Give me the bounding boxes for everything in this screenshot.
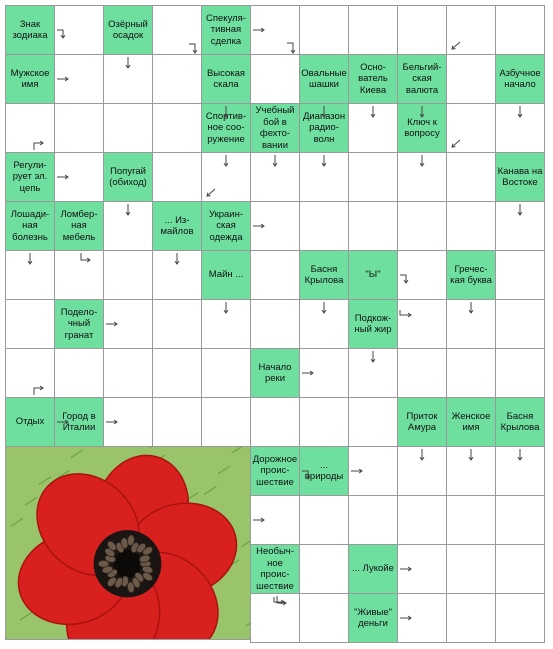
arrow-icon [105, 317, 119, 331]
clue-text: Осно-ватель Киева [358, 61, 388, 96]
arrow-icon [301, 366, 315, 380]
arrow-icon [105, 415, 119, 429]
arrow-icon [415, 154, 429, 168]
arrow-icon [272, 595, 286, 609]
arrow-icon [285, 41, 299, 55]
arrow-icon [301, 467, 315, 481]
flower-photo-image [6, 447, 250, 639]
arrow-icon [317, 154, 331, 168]
arrow-icon [464, 301, 478, 315]
answer-cell[interactable] [495, 348, 545, 398]
clue-cell [201, 201, 251, 251]
clue-cell [250, 103, 300, 153]
clue-cell [495, 397, 545, 447]
clue-text: Приток Амура [406, 410, 438, 433]
clue-cell [397, 54, 447, 104]
answer-cell[interactable] [54, 103, 104, 153]
answer-cell[interactable] [103, 103, 153, 153]
clue-text: Знак зодиака [12, 18, 48, 41]
arrow-icon [366, 350, 380, 364]
answer-cell[interactable] [495, 299, 545, 349]
arrow-icon [219, 105, 233, 119]
clue-text: Азбучное начало [499, 67, 541, 90]
answer-cell[interactable] [348, 201, 398, 251]
arrow-icon [252, 219, 266, 233]
arrow-icon [366, 105, 380, 119]
arrow-icon [121, 56, 135, 70]
answer-cell[interactable] [5, 103, 55, 153]
clue-cell [201, 250, 251, 300]
arrow-icon [448, 40, 462, 54]
clue-text: Мужское имя [10, 67, 50, 90]
clue-cell [250, 348, 300, 398]
clue-cell [446, 250, 496, 300]
clue-cell [495, 152, 545, 202]
arrow-icon [170, 252, 184, 266]
clue-text: Регули-рует эл. цепь [12, 159, 48, 194]
arrow-icon [56, 415, 70, 429]
clue-cell [54, 201, 104, 251]
arrow-icon [268, 154, 282, 168]
answer-cell[interactable] [446, 593, 496, 643]
arrow-icon [203, 187, 217, 201]
clue-cell [348, 593, 398, 643]
answer-cell[interactable] [299, 593, 349, 643]
clue-cell [103, 152, 153, 202]
clue-text: ... Из-майлов [160, 214, 194, 237]
clue-text: Спекуля-тивная сделка [206, 12, 246, 47]
answer-cell[interactable] [54, 348, 104, 398]
clue-text: Начало реки [258, 361, 292, 384]
answer-cell[interactable] [299, 397, 349, 447]
clue-text: Попугай (обиход) [109, 165, 147, 188]
answer-cell[interactable] [152, 397, 202, 447]
clue-cell [5, 5, 55, 55]
clue-text: Подело-чный гранат [60, 306, 98, 341]
answer-cell[interactable] [250, 54, 300, 104]
answer-cell[interactable] [397, 495, 447, 545]
clue-cell [446, 397, 496, 447]
answer-cell[interactable] [446, 348, 496, 398]
arrow-icon [399, 611, 413, 625]
arrow-icon [464, 448, 478, 462]
answer-cell[interactable] [250, 299, 300, 349]
arrow-icon [31, 138, 45, 152]
arrow-icon [121, 203, 135, 217]
clue-text: Озёрный осадок [108, 18, 148, 41]
answer-cell[interactable] [201, 397, 251, 447]
clue-text: Овальные шашки [301, 67, 347, 90]
arrow-icon [399, 307, 413, 321]
arrow-icon [513, 203, 527, 217]
clue-cell [54, 299, 104, 349]
answer-cell[interactable] [495, 593, 545, 643]
answer-cell[interactable] [397, 348, 447, 398]
clue-text: Подкож-ный жир [354, 312, 392, 335]
arrow-icon [415, 448, 429, 462]
arrow-icon [399, 271, 413, 285]
clue-cell [250, 544, 300, 594]
answer-cell[interactable] [5, 299, 55, 349]
answer-cell[interactable] [201, 348, 251, 398]
answer-cell[interactable] [348, 152, 398, 202]
answer-cell[interactable] [446, 544, 496, 594]
answer-cell[interactable] [348, 495, 398, 545]
answer-cell[interactable] [446, 201, 496, 251]
answer-cell[interactable] [152, 103, 202, 153]
flower-photo [5, 446, 251, 640]
answer-cell[interactable] [250, 397, 300, 447]
arrow-icon [317, 105, 331, 119]
arrow-icon [399, 562, 413, 576]
clue-text: Гречес-кая буква [450, 263, 492, 286]
answer-cell[interactable] [152, 54, 202, 104]
arrow-icon [448, 138, 462, 152]
answer-cell[interactable] [495, 250, 545, 300]
answer-cell[interactable] [495, 495, 545, 545]
clue-text: Украин-ская одежда [208, 208, 244, 243]
clue-cell [397, 397, 447, 447]
clue-text: Ключ к вопросу [404, 116, 440, 139]
clue-text: Учебный бой в фехто-вании [255, 105, 295, 151]
answer-cell[interactable] [103, 250, 153, 300]
arrow-icon [219, 301, 233, 315]
clue-text: Дорожное проис-шествие [252, 453, 298, 488]
clue-cell [5, 152, 55, 202]
clue-cell [348, 299, 398, 349]
clue-text: ... природы [304, 459, 344, 482]
clue-cell [103, 5, 153, 55]
answer-cell[interactable] [348, 5, 398, 55]
answer-cell[interactable] [250, 250, 300, 300]
clue-text: Лошади-ная болезнь [10, 208, 50, 243]
clue-text: Басня Крылова [500, 410, 540, 433]
arrow-icon [56, 26, 70, 40]
clue-text: Спортив-ное соо-ружение [205, 110, 247, 145]
answer-cell[interactable] [397, 201, 447, 251]
arrow-icon [219, 154, 233, 168]
clue-cell [5, 201, 55, 251]
clue-cell [495, 54, 545, 104]
clue-cell [201, 54, 251, 104]
arrow-icon [56, 170, 70, 184]
clue-cell [299, 54, 349, 104]
arrow-icon [252, 23, 266, 37]
arrow-icon [317, 301, 331, 315]
arrow-icon [252, 513, 266, 527]
clue-text: Канава на Востоке [497, 165, 543, 188]
answer-cell[interactable] [446, 152, 496, 202]
answer-cell[interactable] [299, 201, 349, 251]
clue-text: Отдых [15, 416, 45, 428]
clue-text: Высокая скала [206, 67, 246, 90]
clue-cell [299, 250, 349, 300]
clue-cell [250, 446, 300, 496]
clue-text: Женское имя [451, 410, 491, 433]
answer-cell[interactable] [299, 5, 349, 55]
clue-cell [5, 397, 55, 447]
clue-cell [152, 201, 202, 251]
clue-text: Диапазон радио-волн [302, 110, 346, 145]
answer-cell[interactable] [446, 54, 496, 104]
answer-cell[interactable] [152, 348, 202, 398]
clue-cell [201, 5, 251, 55]
answer-cell[interactable] [299, 495, 349, 545]
answer-cell[interactable] [5, 348, 55, 398]
clue-text: Бельгий-ская валюта [402, 61, 442, 96]
clue-text: Ломбер-ная мебель [60, 208, 98, 243]
answer-cell[interactable] [299, 544, 349, 594]
arrow-icon [56, 72, 70, 86]
clue-cell [348, 54, 398, 104]
clue-cell [348, 250, 398, 300]
answer-cell[interactable] [446, 495, 496, 545]
answer-cell[interactable] [152, 299, 202, 349]
arrow-icon [350, 464, 364, 478]
arrow-icon [187, 41, 201, 55]
clue-text: Город в Италии [62, 410, 96, 433]
answer-cell[interactable] [495, 5, 545, 55]
clue-text: Майн ... [208, 269, 244, 281]
arrow-icon [23, 252, 37, 266]
arrow-icon [78, 252, 92, 266]
clue-cell [348, 544, 398, 594]
clue-text: "Ы" [365, 269, 381, 281]
answer-cell[interactable] [348, 397, 398, 447]
answer-cell[interactable] [397, 5, 447, 55]
arrow-icon [415, 105, 429, 119]
clue-text: Басня Крылова [304, 263, 344, 286]
arrow-icon [513, 105, 527, 119]
clue-text: ... Лукойе [352, 563, 394, 575]
clue-text: "Живые" деньги [354, 606, 392, 629]
answer-cell[interactable] [495, 544, 545, 594]
arrow-icon [31, 383, 45, 397]
arrow-icon [513, 448, 527, 462]
clue-cell [5, 54, 55, 104]
answer-cell[interactable] [103, 348, 153, 398]
clue-text: Необыч-ное проис-шествие [256, 546, 294, 592]
answer-cell[interactable] [152, 152, 202, 202]
